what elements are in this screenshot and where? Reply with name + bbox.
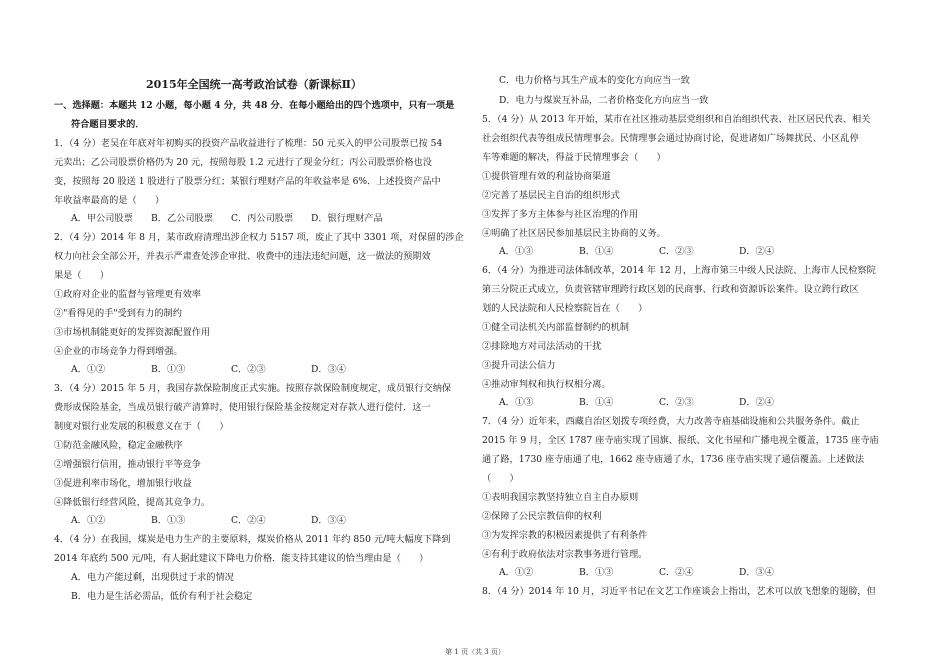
q7-item: ③为发挥宗教的积极因素提供了有利条件 [482, 530, 648, 541]
q1-option-d: D．银行理财产品 [311, 213, 383, 224]
q6-item: ④推动审判权和执行权相分离。 [482, 379, 611, 390]
q2-line: 果是（ ） [54, 270, 110, 281]
q2-item: ②"看得见的手"受到有力的制约 [54, 308, 182, 319]
q6-line: 第三分院正式成立，负责管辖审理跨行政区划的民商事、行政和资源诉讼案件。设立跨行政区 [482, 284, 859, 295]
q8-line: 8．（4 分）2014 年 10 月，习近平书记在文艺工作座谈会上指出，艺术可以放飞想象的翅膀，但 [482, 586, 876, 597]
q2-line: 2．（4 分）2014 年 8 月，某市政府清理出涉企权力 5157 项，废止了其中 3301 项，对保留的涉企 [54, 232, 464, 243]
q5-option-b: B．①④ [579, 246, 614, 257]
q5-item: ①提供管理有效的利益协商渠道 [482, 171, 611, 182]
q1-line: 1．（4 分）老吴在年底对年初购买的投资产品收益进行了梳理：50 元买入的甲公司股票已按 54 [54, 138, 443, 149]
q5-line: 车等难题的解决，得益于民情理事会（ ） [482, 152, 666, 163]
q6-option-c: C．②③ [659, 397, 694, 408]
q6-item: ①健全司法机关内部监督制约的机制 [482, 322, 629, 333]
q3-options [71, 515, 391, 527]
q5-option-a: A．①③ [499, 246, 534, 257]
q6-item: ③提升司法公信力 [482, 360, 556, 371]
q3-item: ④降低银行经营风险，提高其竞争力。 [54, 497, 211, 508]
q7-item: ④有利于政府依法对宗教事务进行管理。 [482, 549, 648, 560]
q1-option-c: C．丙公司股票 [231, 213, 294, 224]
q2-option-b: B．①③ [151, 364, 186, 375]
q7-line: 2015 年 9 月，全区 1787 座寺庙实现了国旗、报纸、文化书屋和广播电视全覆盖，1735 座寺庙 [482, 435, 879, 446]
q1-option-b: B．乙公司股票 [151, 213, 213, 224]
q6-option-a: A．①③ [499, 397, 534, 408]
q5-line: 5．（4 分）从 2013 年开始，某市在社区推动基层党组织和自治组织代表、社区居民代表、相关 [482, 114, 871, 125]
q3-line: 3．（4 分）2015 年 5 月，我国存款保险制度正式实施。按照存款保险制度规定，成员银行交纳保 [54, 383, 452, 394]
q1-line: 变，按照每 20 股送 1 股进行了股票分红；某银行理财产品的年收益率是 6%．上述投资产品中 [54, 176, 441, 187]
section-heading: 一、选择题：本题共 12 小题，每小题 4 分，共 48 分．在每小题给出的四个选项中，只有一项是 [54, 100, 455, 111]
section-heading-cont: 符合题目要求的． [71, 119, 145, 130]
q3-line: 制度对银行业发展的积极意义在于（ ） [54, 421, 229, 432]
q3-option-a: A．①② [71, 515, 106, 526]
q6-line: 划的人民法院和人民检察院旨在（ ） [482, 303, 648, 314]
q4-option: C．电力价格与其生产成本的变化方向应当一致 [499, 75, 690, 86]
q4-line: 4．（4 分）在我国，煤炭是电力生产的主要原料，煤炭价格从 2011 年约 850 元/吨大幅度下降到 [54, 534, 451, 545]
q7-option-a: A．①② [499, 567, 534, 578]
q5-option-c: C．②③ [659, 246, 694, 257]
q7-option-c: C．②④ [659, 567, 694, 578]
q7-line: （ ） [482, 473, 519, 484]
q7-line: 7．（4 分）近年来，西藏自治区划拨专项经费，大力改善寺庙基础设施和公共服务条件。截止 [482, 416, 860, 427]
q6-option-b: B．①④ [579, 397, 614, 408]
q1-line: 年收益率最高的是（ ） [54, 195, 165, 206]
q3-item: ②增强银行信用，推动银行平等竞争 [54, 459, 201, 470]
q7-item: ①表明我国宗教坚持独立自主自办原则 [482, 492, 639, 503]
q2-option-a: A．①② [71, 364, 106, 375]
q3-item: ①防范金融风险，稳定金融秩序 [54, 440, 183, 451]
q1-line: 元卖出；乙公司股票价格仍为 20 元，按照每股 1.2 元进行了现金分红；丙公司股票价格也没 [54, 157, 432, 168]
q4-line: 2014 年底约 500 元/吨，有人据此建议下降电力价格．能支持其建议的恰当理由是（ ） [54, 553, 429, 564]
q2-option-d: D．③④ [311, 364, 346, 375]
q7-option-d: D．③④ [739, 567, 774, 578]
q1-options [71, 213, 391, 225]
q7-option-b: B．①③ [579, 567, 614, 578]
q3-line: 费形成保险基金，当成员银行破产清算时，使用银行保险基金按规定对存款人进行偿付．这一 [54, 402, 431, 413]
q3-option-b: B．①③ [151, 515, 186, 526]
q5-item: ②完善了基层民主自治的组织形式 [482, 190, 620, 201]
q2-item: ④企业的市场竞争力得到增强。 [54, 346, 183, 357]
q3-item: ③促进利率市场化，增加银行收益 [54, 478, 192, 489]
q3-option-d: D．③④ [311, 515, 346, 526]
q2-item: ③市场机制能更好的发挥资源配置作用 [54, 327, 211, 338]
q5-item: ④明确了社区居民参加基层民主协商的义务。 [482, 228, 666, 239]
q7-line: 通了路，1730 座寺庙通了电，1662 座寺庙通了水，1736 座寺庙实现了通信覆盖。上述做法 [482, 454, 865, 465]
q5-item: ③发挥了多方主体参与社区治理的作用 [482, 209, 639, 220]
q5-option-d: D．②④ [739, 246, 774, 257]
page-title: 2015年全国统一高考政治试卷（新课标Ⅱ） [146, 78, 362, 91]
q2-item: ①政府对企业的监督与管理更有效率 [54, 289, 201, 300]
q5-line: 社会组织代表等组成民情理事会。民情理事会通过协商讨论，促进诸如广场舞扰民、小区乱停 [482, 133, 859, 144]
page-footer: 第 1 页（共 3 页） [445, 648, 505, 656]
q7-item: ②保障了公民宗教信仰的权利 [482, 511, 602, 522]
q7-options [499, 567, 819, 579]
q4-option: B．电力是生活必需品，低价有利于社会稳定 [71, 591, 253, 602]
q6-line: 6．（4 分）为推进司法体制改革，2014 年 12 月，上海市第三中级人民法院、上海市人民检察院 [482, 265, 876, 276]
q6-options [499, 397, 819, 409]
q4-option: D．电力与煤炭互补品，二者价格变化方向应当一致 [499, 95, 709, 106]
q6-item: ②排除地方对司法活动的干扰 [482, 341, 602, 352]
q1-option-a: A．甲公司股票 [71, 213, 133, 224]
q5-options [499, 246, 819, 258]
q3-option-c: C．②④ [231, 515, 266, 526]
q2-options [71, 364, 391, 376]
q2-option-c: C．②③ [231, 364, 266, 375]
q2-line: 权力向社会全部公开，并表示严肃查处涉企审批、收费中的违法违纪问题，这一做法的预期效 [54, 251, 431, 262]
q4-option: A．电力产能过剩，出现供过于求的情况 [71, 572, 234, 583]
q6-option-d: D．②④ [739, 397, 774, 408]
